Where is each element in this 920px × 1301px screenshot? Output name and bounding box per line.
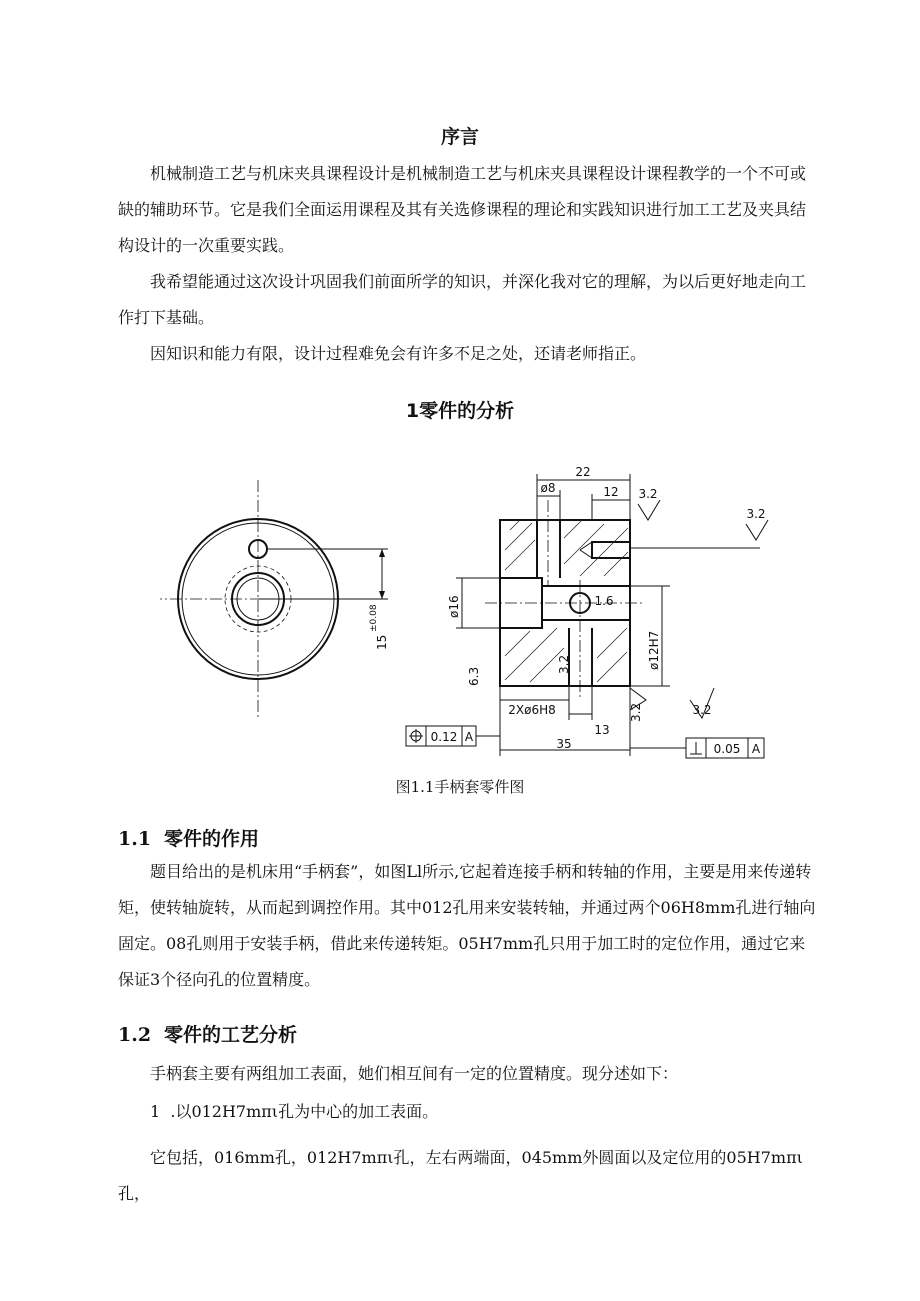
dim-13: 13 (594, 723, 610, 737)
roughness-3-2-inner: 3.2 (557, 654, 571, 674)
roughness-1-6: 1.6 (594, 594, 614, 608)
preface-title: 序言 (440, 126, 479, 148)
section-1-2-paragraph-2: 1 .以012H7mπι孔为中心的加工表面。 (150, 1102, 439, 1121)
section-1-1-paragraph: 题目给出的是机床用“手柄套”，如图Ll所示,它起着连接手柄和转轴的作用，主要是用来传递转矩，使转轴旋转，从而起到调控作用。其中012孔用来安装转轴，并通过两个06H8mm孔进行轴向固定。08孔则用于安装手柄，借此来传递转矩。05H7mm孔只用于加工时的定位作用，通过它来保证3个径向孔的位置精度。 (118, 862, 816, 989)
section-1-1-number: 1.1 (118, 828, 152, 850)
perpendicularity-frame (630, 738, 764, 758)
roughness-3-2-right: 3.2 (746, 507, 766, 521)
perpendicularity-datum: A (751, 742, 761, 756)
preface-paragraph-1: 机械制造工艺与机床夹具课程设计是机械制造工艺与机床夹具课程设计课程教学的一个不可或缺的辅助环节。它是我们全面运用课程及其有关选修课程的理论和实践知识进行加工工艺及夹具结构设计的一次重要实践。 (118, 164, 807, 255)
dim-phi8: ø8 (540, 481, 556, 495)
part-drawing (160, 460, 780, 760)
roughness-symbol-top (638, 500, 660, 520)
dim-2xphi6h8: 2Xø6H8 (508, 703, 556, 717)
roughness-6-3: 6.3 (467, 666, 481, 686)
dim-22: 22 (575, 465, 591, 479)
end-view (160, 480, 388, 720)
section-1-2-paragraph-1: 手柄套主要有两组加工表面，她们相互间有一定的位置精度。现分述如下： (150, 1064, 679, 1083)
roughness-3-2-bottom-right: 3.2 (692, 703, 712, 717)
dim-phi12h7: ø12H7 (647, 630, 661, 670)
dim-12: 12 (603, 485, 619, 499)
position-tolerance-frame (406, 726, 500, 746)
preface-paragraph-2: 我希望能通过这次设计巩固我们前面所学的知识，并深化我对它的理解，为以后更好地走向工作打下基础。 (118, 272, 807, 327)
section-1-2-paragraph-3: 它包括，016mm孔，012H7mπι孔，左右两端面，045mm外圆面以及定位用的05H7mπι孔， (118, 1148, 803, 1203)
dim-35: 35 (556, 737, 572, 751)
dimensions (456, 474, 760, 756)
section-1-1-heading (118, 824, 259, 851)
perpendicularity-value: 0.05 (713, 742, 741, 756)
section-1-2-heading (118, 1020, 297, 1047)
section-1-1-title: 零件的作用 (164, 828, 260, 850)
figure-caption: 图1.1手柄套零件图 (395, 778, 525, 796)
section-1-2-number: 1.2 (118, 1024, 152, 1046)
roughness-3-2-top: 3.2 (638, 487, 658, 501)
chapter-1-title: 1零件的分析 (405, 400, 515, 422)
section-1-2-title: 零件的工艺分析 (164, 1024, 298, 1046)
preface-paragraph-3: 因知识和能力有限，设计过程难免会有许多不足之处，还请老师指正。 (150, 344, 647, 363)
roughness-3-2-face: 3.2 (629, 702, 643, 722)
position-tolerance-datum: A (464, 730, 474, 744)
roughness-symbol-right (746, 520, 768, 540)
dim-phi16: ø16 (447, 595, 461, 618)
dim-15: 15 (375, 634, 389, 650)
dim-15-tolerance: ±0.08 (369, 604, 379, 632)
position-tolerance-value: 0.12 (430, 730, 458, 744)
